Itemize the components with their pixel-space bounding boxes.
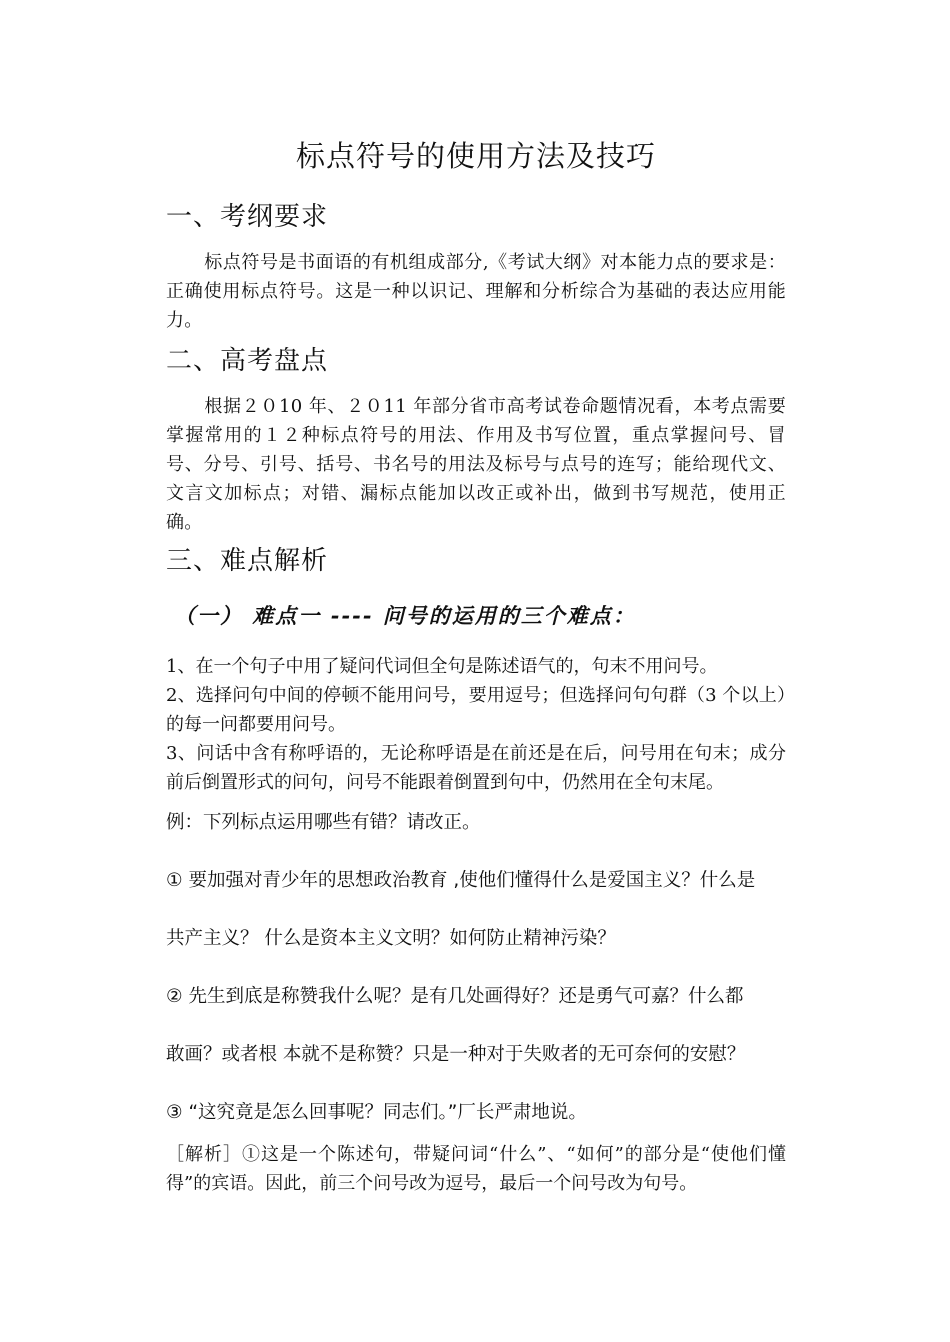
section-heading-3: 三、难点解析	[166, 546, 329, 576]
example-3: ③ “这究竟是怎么回事呢？同志们。”厂长严肃地说。	[166, 1102, 587, 1123]
section-heading-1: 一、考纲要求	[166, 202, 329, 232]
rule-2: 2、选择问句中间的停顿不能用问号，要用逗号；但选择问句句群（3 个以上）的每一问都要用问号。	[166, 685, 786, 735]
example-1-line-2: 共产主义？ 什么是资本主义文明？如何防止精神污染？	[166, 928, 616, 949]
example-intro: 例：下列标点运用哪些有错？请改正。	[166, 812, 481, 833]
analysis-paragraph: ［解析］①这是一个陈述句，带疑问词“什么”、“如何”的部分是“使他们懂得”的宾语。因此，前三个问号改为逗号，最后一个问号改为句号。	[166, 1144, 786, 1194]
example-2-line-2: 敢画？或者根 本就不是称赞？只是一种对于失败者的无可奈何的安慰？	[166, 1044, 746, 1065]
rule-1: 1、在一个句子中用了疑问代词但全句是陈述语气的，句末不用问号。	[166, 656, 718, 677]
section-heading-2: 二、高考盘点	[166, 346, 329, 376]
rule-3: 3、问话中含有称呼语的，无论称呼语是在前还是在后，问号用在句末；成分前后倒置形式的问句，问号不能跟着倒置到句中，仍然用在全句末尾。	[166, 743, 786, 793]
section-1-paragraph: 标点符号是书面语的有机组成部分,《考试大纲》对本能力点的要求是：正确使用标点符号。这是一种以识记、理解和分析综合为基础的表达应用能力。	[166, 252, 786, 331]
subheading-difficulty-1: （一） 难点一 ---- 问号的运用的三个难点：	[174, 603, 636, 628]
document-title: 标点符号的使用方法及技巧	[295, 139, 656, 173]
example-2-line-1: ② 先生到底是称赞我什么呢？是有几处画得好？还是勇气可嘉？什么都	[166, 986, 744, 1007]
example-1-line-1: ① 要加强对青少年的思想政治教育 ,使他们懂得什么是爱国主义？什么是	[166, 870, 756, 891]
section-2-paragraph: 根据２０10 年、２０11 年部分省市高考试卷命题情况看，本考点需要掌握常用的１２种标点符号的用法、作用及书写位置，重点掌握问号、冒号、分号、引号、括号、书名号的用法及标号与点号的连写；能给现代文、文言文加标点；对错、漏标点能加以改正或补出，做到书写规范，使用正确。	[166, 396, 786, 533]
